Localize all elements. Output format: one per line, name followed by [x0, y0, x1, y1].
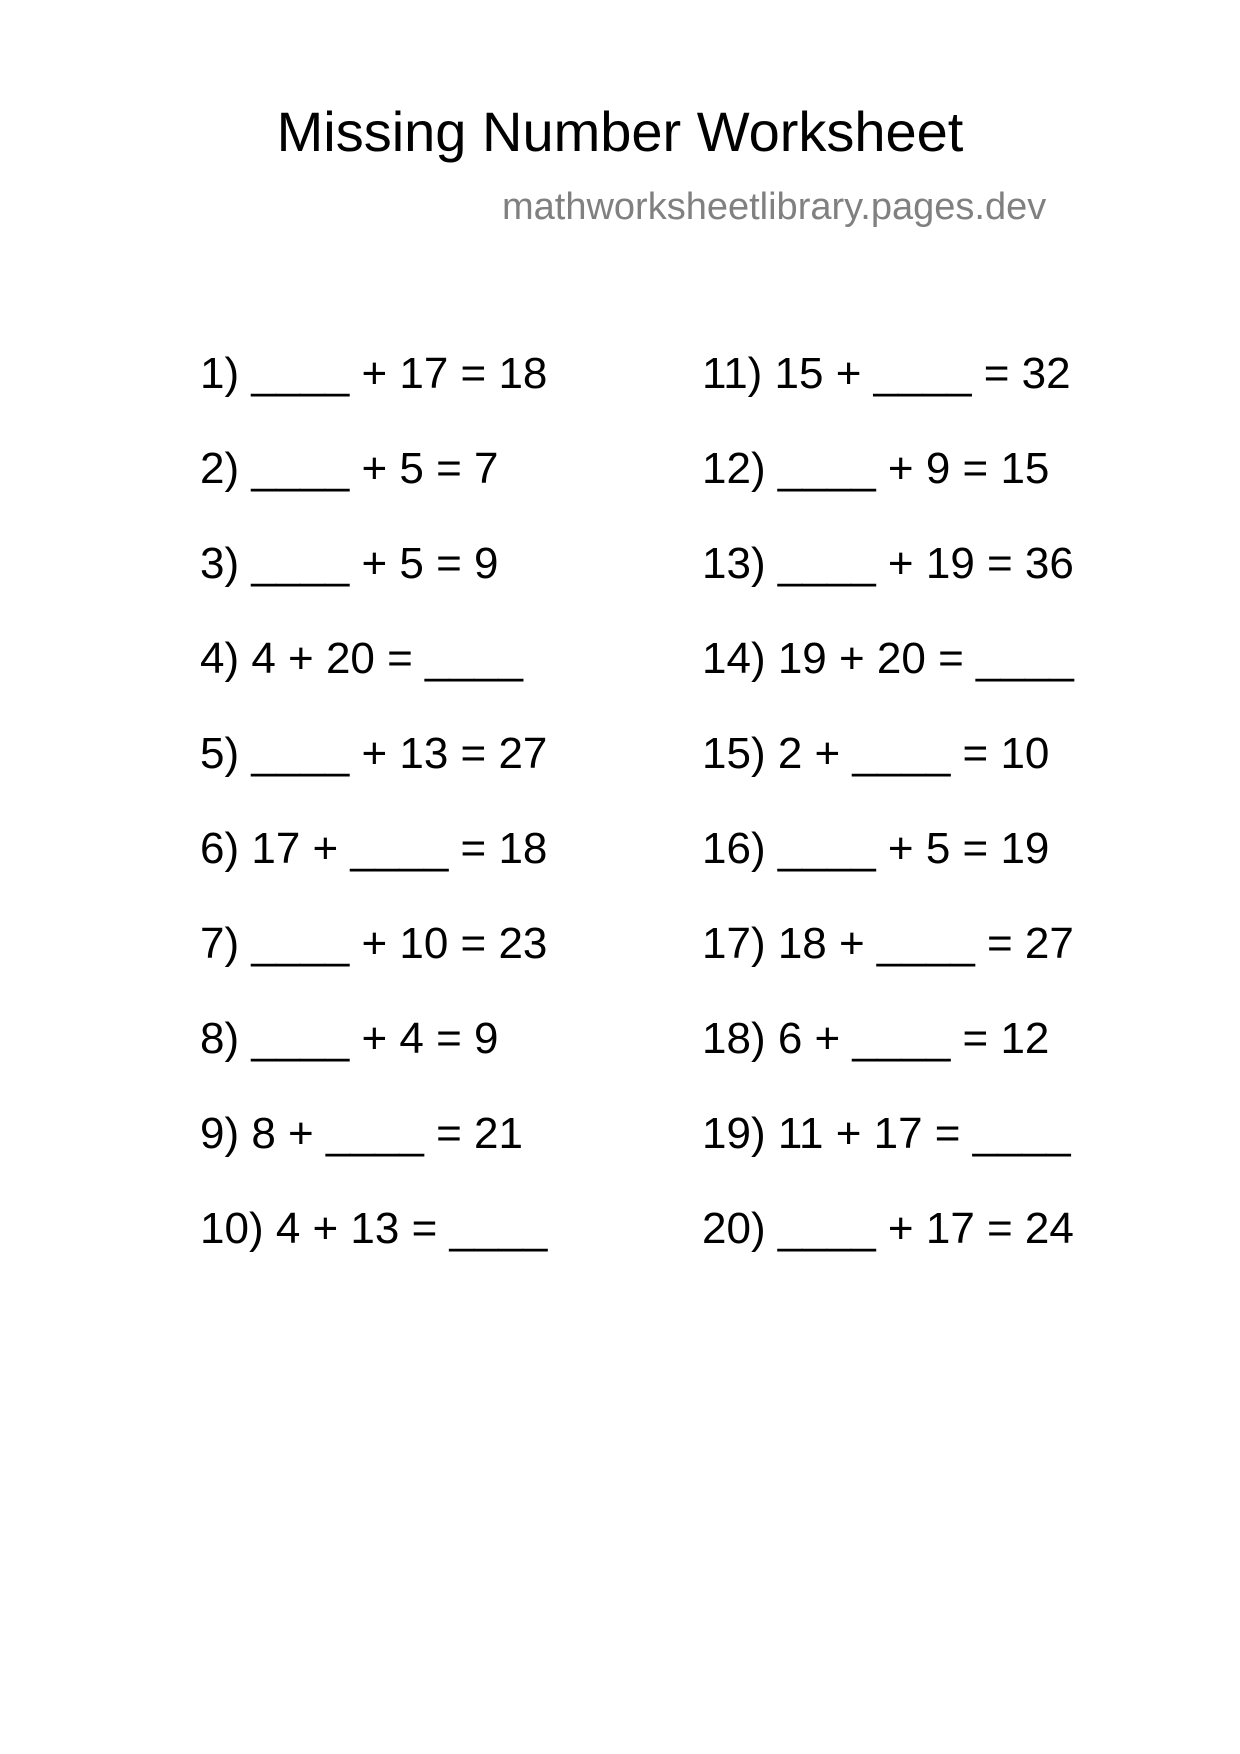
problem-20: 20) ____ + 17 = 24: [702, 1204, 1074, 1253]
problem-11: 11) 15 + ____ = 32: [702, 349, 1071, 398]
problem-column-right: [702, 349, 1074, 1299]
problem-16: 16) ____ + 5 = 19: [702, 824, 1050, 873]
problem-18: 18) 6 + ____ = 12: [702, 1014, 1050, 1063]
problem-7: 7) ____ + 10 = 23: [200, 919, 548, 968]
problem-1: 1) ____ + 17 = 18: [200, 349, 548, 398]
problem-14: 14) 19 + 20 = ____: [702, 634, 1074, 683]
problem-10: 10) 4 + 13 = ____: [200, 1204, 548, 1253]
problem-12: 12) ____ + 9 = 15: [702, 444, 1050, 493]
problem-4: 4) 4 + 20 = ____: [200, 634, 523, 683]
problem-3: 3) ____ + 5 = 9: [200, 539, 499, 588]
worksheet-title: Missing Number Worksheet: [276, 100, 964, 163]
problem-13: 13) ____ + 19 = 36: [702, 539, 1074, 588]
problem-column-left: [200, 349, 547, 1299]
problem-5: 5) ____ + 13 = 27: [200, 729, 548, 778]
problem-8: 8) ____ + 4 = 9: [200, 1014, 499, 1063]
problem-9: 9) 8 + ____ = 21: [200, 1109, 523, 1158]
problem-19: 19) 11 + 17 = ____: [702, 1109, 1071, 1158]
site-url: mathworksheetlibrary.pages.dev: [502, 186, 1047, 228]
problem-6: 6) 17 + ____ = 18: [200, 824, 548, 873]
problem-15: 15) 2 + ____ = 10: [702, 729, 1050, 778]
problem-17: 17) 18 + ____ = 27: [702, 919, 1074, 968]
problem-2: 2) ____ + 5 = 7: [200, 444, 499, 493]
